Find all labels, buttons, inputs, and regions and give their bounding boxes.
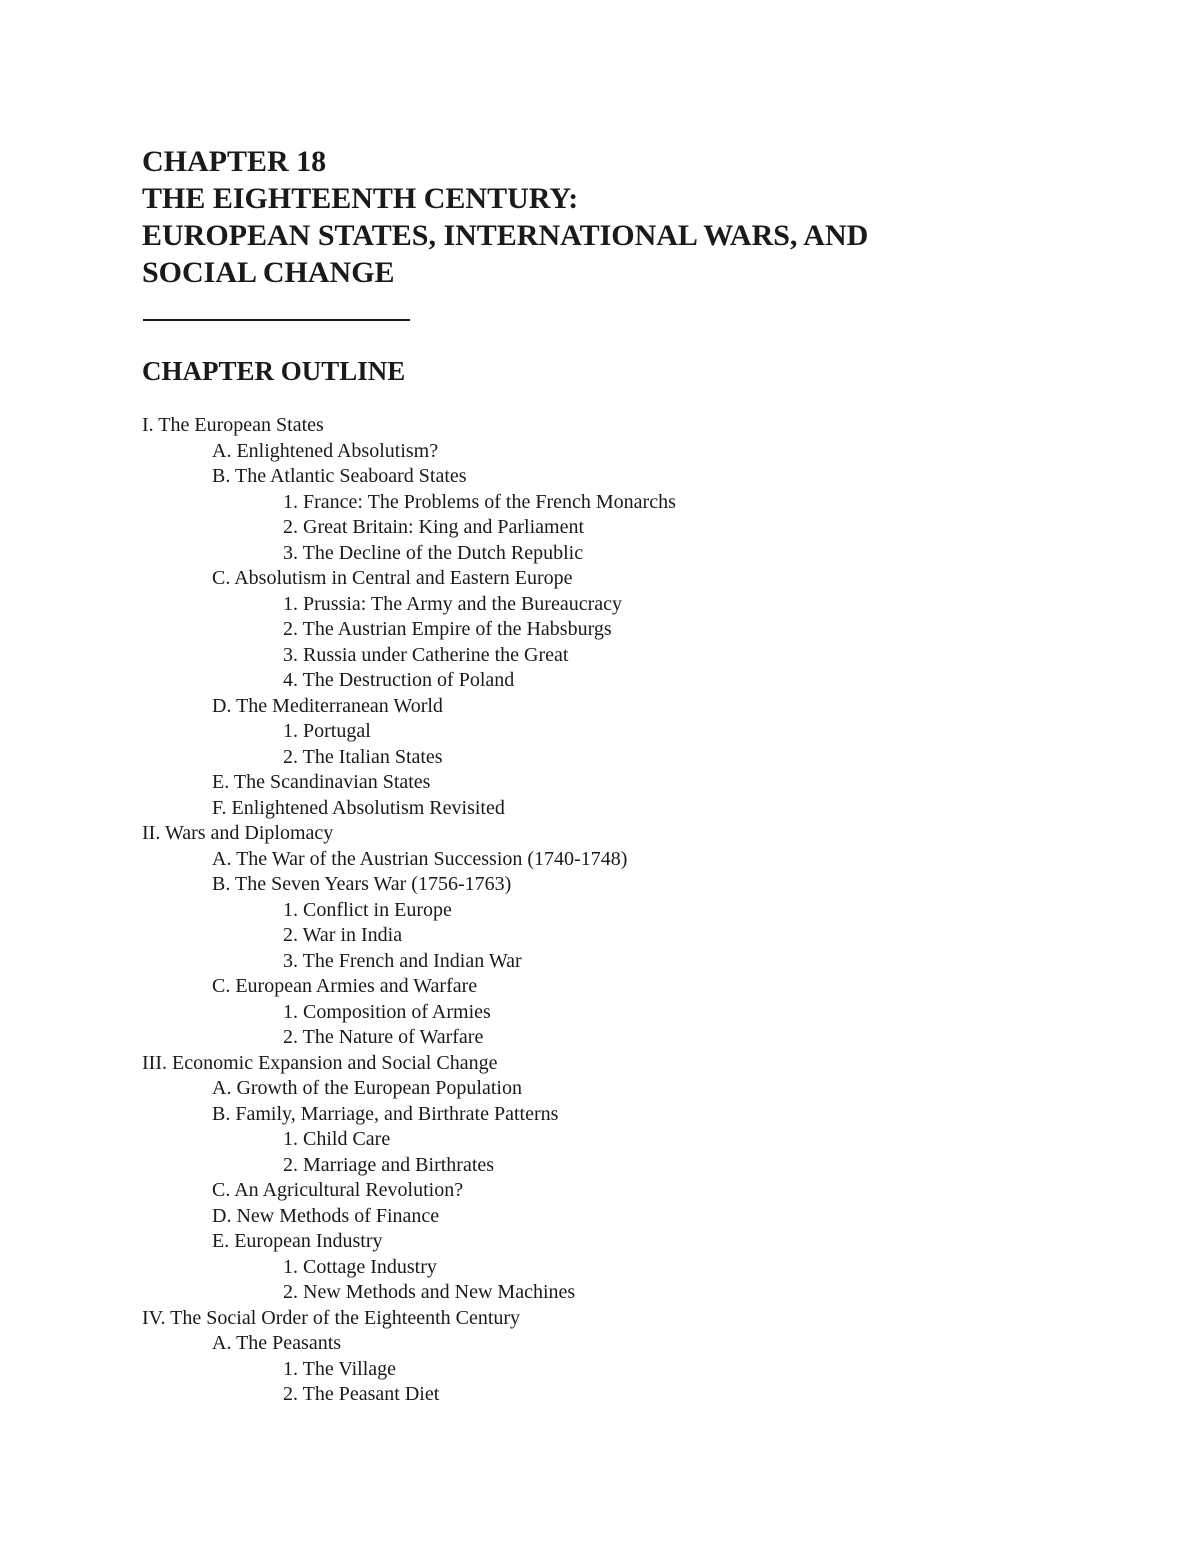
outline-item-level-2: B. The Atlantic Seaboard States xyxy=(212,465,467,487)
outline-item-level-2: A. Growth of the European Population xyxy=(212,1077,522,1099)
outline-item-level-1: I. The European States xyxy=(142,414,324,436)
outline-item-level-2: E. European Industry xyxy=(212,1230,383,1252)
outline-item-level-3: 2. Great Britain: King and Parliament xyxy=(283,516,585,538)
outline-list xyxy=(0,413,676,1408)
outline-item-level-2: F. Enlightened Absolutism Revisited xyxy=(212,796,505,819)
outline-item-level-1: II. Wars and Diplomacy xyxy=(142,822,334,844)
outline-item-level-2: A. The Peasants xyxy=(212,1332,342,1354)
title-divider xyxy=(143,319,410,321)
outline-item-level-3: 3. The French and Indian War xyxy=(283,949,522,972)
chapter-title-line-3: SOCIAL CHANGE xyxy=(142,256,395,289)
outline-item-level-1: IV. The Social Order of the Eighteenth Century xyxy=(142,1306,521,1329)
outline-item-level-2: B. The Seven Years War (1756-1763) xyxy=(212,873,512,895)
outline-item-level-2: D. New Methods of Finance xyxy=(212,1204,440,1227)
outline-item-level-3: 2. Marriage and Birthrates xyxy=(283,1153,495,1176)
outline-item-level-1: III. Economic Expansion and Social Change xyxy=(142,1051,498,1074)
outline-item-level-3: 2. New Methods and New Machines xyxy=(283,1281,576,1303)
outline-item-level-3: 1. Prussia: The Army and the Bureaucracy xyxy=(283,592,622,615)
outline-item-level-3: 2. War in India xyxy=(283,924,403,946)
outline-item-level-3: 1. Portugal xyxy=(283,720,371,742)
outline-item-level-3: 2. The Italian States xyxy=(283,745,443,768)
outline-heading: CHAPTER OUTLINE xyxy=(142,356,406,386)
chapter-heading xyxy=(142,143,868,291)
outline-item-level-2: A. Enlightened Absolutism? xyxy=(212,439,439,462)
outline-item-level-2: B. Family, Marriage, and Birthrate Patterns xyxy=(212,1102,559,1125)
outline-item-level-3: 2. The Austrian Empire of the Habsburgs xyxy=(283,618,612,640)
chapter-number: CHAPTER 18 xyxy=(142,145,327,178)
outline-item-level-3: 1. Cottage Industry xyxy=(283,1255,437,1278)
outline-item-level-3: 3. The Decline of the Dutch Republic xyxy=(283,541,584,564)
outline-item-level-3: 1. Composition of Armies xyxy=(283,1000,491,1023)
outline-item-level-2: A. The War of the Austrian Succession (1740-1748) xyxy=(212,847,628,870)
chapter-title-line-2: EUROPEAN STATES, INTERNATIONAL WARS, AND xyxy=(142,219,869,252)
outline-item-level-2: D. The Mediterranean World xyxy=(212,694,443,717)
outline-item-level-3: 1. Child Care xyxy=(283,1128,391,1150)
outline-item-level-2: C. Absolutism in Central and Eastern Europe xyxy=(212,567,573,589)
outline-item-level-3: 1. The Village xyxy=(283,1357,397,1380)
outline-item-level-3: 2. The Nature of Warfare xyxy=(283,1026,484,1048)
outline-item-level-2: C. European Armies and Warfare xyxy=(212,975,478,997)
chapter-title-line-1: THE EIGHTEENTH CENTURY: xyxy=(142,182,579,215)
outline-item-level-2: E. The Scandinavian States xyxy=(212,771,431,793)
outline-item-level-3: 1. France: The Problems of the French Monarchs xyxy=(283,490,676,513)
outline-item-level-3: 2. The Peasant Diet xyxy=(283,1383,440,1405)
outline-item-level-3: 3. Russia under Catherine the Great xyxy=(283,643,569,666)
outline-item-level-3: 4. The Destruction of Poland xyxy=(283,669,515,691)
outline-item-level-3: 1. Conflict in Europe xyxy=(283,898,452,921)
outline-item-level-2: C. An Agricultural Revolution? xyxy=(212,1179,464,1201)
